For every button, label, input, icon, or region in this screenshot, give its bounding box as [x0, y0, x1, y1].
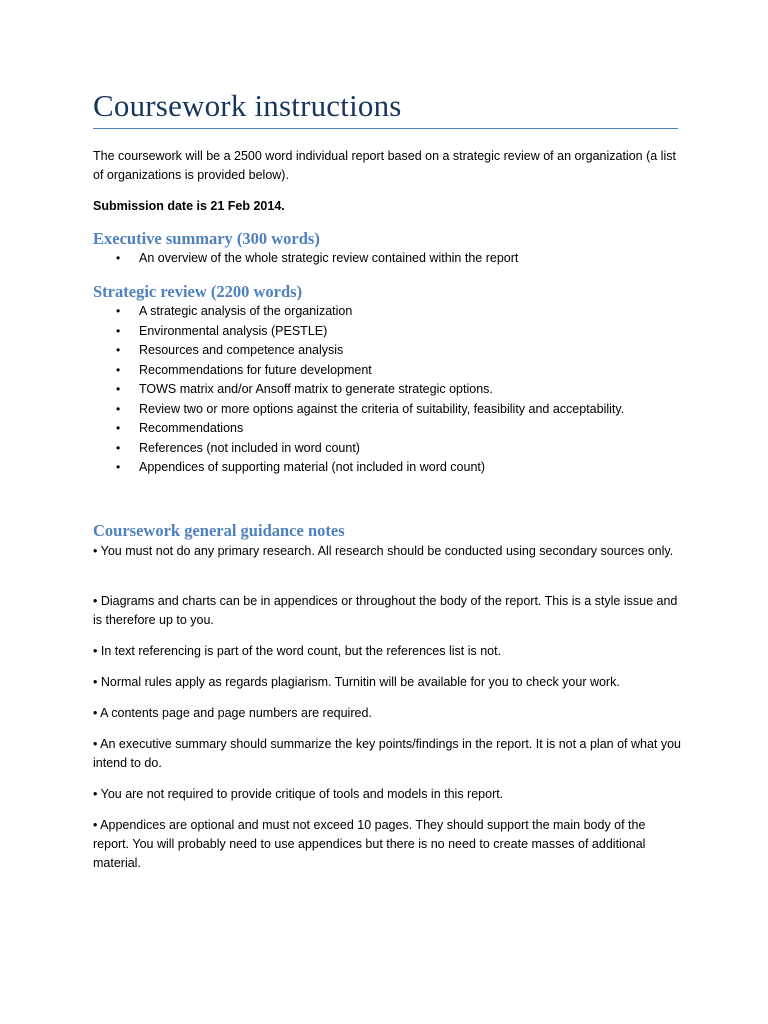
- list-item-text: Appendices of supporting material (not included in word count): [139, 460, 486, 474]
- list-item: [93, 249, 518, 269]
- list-item: [93, 361, 624, 381]
- guidance-note: • An executive summary should summarize the key points/findings in the report. It is not a plan of what you intend to do.: [93, 737, 682, 770]
- bullet-icon: •: [116, 343, 121, 357]
- list-item-text: References (not included in word count): [139, 440, 360, 455]
- list-item: [93, 439, 624, 459]
- strategic-review-heading: Strategic review (2200 words): [93, 282, 303, 301]
- list-item-text: TOWS matrix and/or Ansoff matrix to generate strategic options.: [139, 382, 493, 396]
- bullet-icon: •: [116, 382, 121, 396]
- list-item-text: Review two or more options against the criteria of suitability, feasibility and acceptability.: [139, 401, 625, 416]
- list-item-text: Environmental analysis (PESTLE): [139, 323, 328, 338]
- guidance-heading: Coursework general guidance notes: [93, 521, 345, 540]
- bullet-icon: •: [116, 362, 121, 377]
- list-item-text: Recommendations: [139, 421, 244, 435]
- list-item: [93, 341, 624, 361]
- list-item: [93, 419, 624, 439]
- guidance-note: • A contents page and page numbers are required.: [93, 706, 372, 720]
- list-item-text: Recommendations for future development: [139, 362, 372, 377]
- list-item-text: Resources and competence analysis: [139, 343, 344, 357]
- list-item: [93, 380, 624, 400]
- guidance-note: • In text referencing is part of the word count, but the references list is not.: [93, 644, 502, 658]
- list-item-text: A strategic analysis of the organization: [139, 304, 353, 318]
- list-item-text: An overview of the whole strategic review contained within the report: [139, 251, 519, 265]
- bullet-icon: •: [116, 304, 121, 318]
- list-item: [93, 322, 624, 342]
- guidance-note: • You must not do any primary research. All research should be conducted using secondary sources only.: [93, 544, 674, 558]
- guidance-note: • You are not required to provide critique of tools and models in this report.: [93, 787, 504, 801]
- guidance-note: • Diagrams and charts can be in appendices or throughout the body of the report. This is a style issue and is therefore up to you.: [93, 594, 678, 627]
- guidance-note: • Normal rules apply as regards plagiarism. Turnitin will be available for you to check your work.: [93, 675, 620, 689]
- executive-summary-list: [93, 249, 518, 269]
- list-item: [93, 400, 624, 420]
- submission-date: Submission date is 21 Feb 2014.: [93, 199, 285, 213]
- guidance-note: • Appendices are optional and must not exceed 10 pages. They should support the main body of the report. You will probably need to use appendices but there is no need to create masses of additional material.: [93, 818, 646, 870]
- bullet-icon: •: [116, 401, 121, 416]
- page-title: Coursework instructions: [93, 88, 402, 123]
- list-item: [93, 458, 624, 478]
- bullet-icon: •: [116, 251, 121, 265]
- intro-paragraph: The coursework will be a 2500 word individual report based on a strategic review of an organization (a list of organizations is provided below).: [93, 149, 676, 182]
- bullet-icon: •: [116, 323, 121, 338]
- title-underline: [93, 128, 678, 129]
- bullet-icon: •: [116, 421, 121, 435]
- bullet-icon: •: [116, 440, 121, 455]
- strategic-review-list: [93, 302, 624, 478]
- bullet-icon: •: [116, 460, 121, 474]
- list-item: [93, 302, 624, 322]
- executive-summary-heading: Executive summary (300 words): [93, 229, 320, 248]
